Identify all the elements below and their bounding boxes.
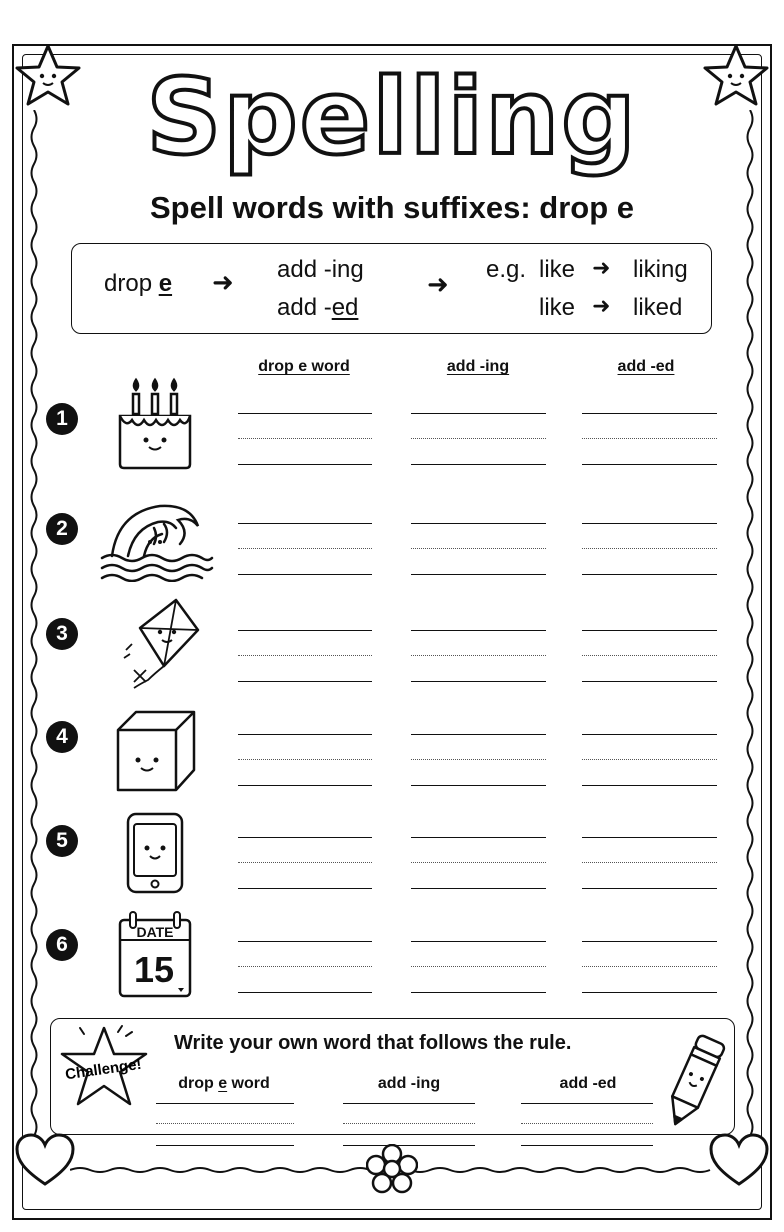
write-line-top — [582, 837, 717, 838]
write-line-dotted — [582, 438, 717, 439]
write-line-top — [238, 734, 372, 735]
write-line-top — [582, 413, 717, 414]
page-subtitle: Spell words with suffixes: drop e — [149, 190, 634, 225]
write-line-dotted — [411, 655, 546, 656]
challenge-line-bottom — [343, 1145, 475, 1146]
birthday-cake-icon — [112, 376, 198, 472]
write-line-bottom — [411, 888, 546, 889]
kite-icon — [118, 596, 204, 692]
pencil-icon — [660, 1030, 728, 1134]
write-line-bottom — [582, 785, 717, 786]
row-number: 2 — [46, 513, 78, 545]
row-number: 5 — [46, 825, 78, 857]
row-number: 3 — [46, 618, 78, 650]
write-line-top — [238, 523, 372, 524]
write-line-bottom — [238, 992, 372, 993]
write-line-bottom — [411, 464, 546, 465]
row-number: 1 — [46, 403, 78, 435]
write-line-dotted — [238, 655, 372, 656]
challenge-header-add-ed: add -ed — [559, 1075, 617, 1092]
write-line-top — [582, 734, 717, 735]
write-line-bottom — [411, 681, 546, 682]
write-line-dotted — [411, 862, 546, 863]
write-line-bottom — [238, 681, 372, 682]
rule-drop-e: drop e — [104, 270, 173, 297]
rule-eg: e.g. — [486, 256, 527, 283]
calendar-day: 15 — [133, 949, 175, 990]
challenge-header-add-ing: add -ing — [377, 1075, 441, 1092]
example-base-word: like — [539, 294, 576, 321]
write-line-top — [411, 413, 546, 414]
challenge-prompt: Write your own word that follows the rule. — [174, 1032, 572, 1054]
write-line-dotted — [411, 759, 546, 760]
arrow-icon: ➜ — [212, 268, 234, 298]
page-title: Spelling — [146, 56, 638, 178]
challenge-line-bottom — [521, 1145, 653, 1146]
write-line-bottom — [238, 785, 372, 786]
heart-icon-right — [708, 1132, 770, 1188]
write-line-top — [238, 837, 372, 838]
write-line-top — [238, 413, 372, 414]
calendar-label: DATE — [136, 924, 174, 940]
write-line-dotted — [582, 759, 717, 760]
write-line-top — [238, 630, 372, 631]
flower-icon — [366, 1144, 418, 1194]
write-line-top — [411, 837, 546, 838]
arrow-icon: ➜ — [427, 270, 449, 300]
write-line-dotted — [582, 966, 717, 967]
right-wavy-border — [740, 110, 760, 1150]
column-header-drop-e-word: drop e word — [258, 358, 350, 375]
write-line-dotted — [238, 438, 372, 439]
write-line-bottom — [411, 785, 546, 786]
write-line-dotted — [238, 548, 372, 549]
write-line-bottom — [238, 888, 372, 889]
write-line-dotted — [582, 862, 717, 863]
arrow-icon: ➜ — [592, 256, 611, 281]
write-line-top — [411, 734, 546, 735]
write-line-dotted — [238, 862, 372, 863]
challenge-header-drop-e-word: drop e word — [178, 1075, 270, 1092]
row-number: 4 — [46, 721, 78, 753]
write-line-bottom — [582, 464, 717, 465]
example-result-word: liking — [633, 256, 688, 283]
write-line-top — [582, 630, 717, 631]
column-header-add-ed: add -ed — [617, 358, 675, 375]
write-line-bottom — [411, 992, 546, 993]
example-result-word: liked — [633, 294, 683, 321]
write-line-top — [582, 941, 717, 942]
write-line-bottom — [238, 574, 372, 575]
write-line-dotted — [582, 548, 717, 549]
row-number: 6 — [46, 929, 78, 961]
cube-icon — [112, 708, 198, 794]
heart-icon-left — [14, 1132, 76, 1188]
write-line-top — [238, 941, 372, 942]
challenge-line-bottom — [156, 1145, 294, 1146]
write-line-top — [411, 941, 546, 942]
write-line-top — [411, 523, 546, 524]
write-line-bottom — [582, 992, 717, 993]
write-line-bottom — [582, 574, 717, 575]
write-line-dotted — [411, 438, 546, 439]
rule-add-ed: add -ed — [277, 294, 359, 321]
write-line-top — [582, 523, 717, 524]
challenge-star-badge — [54, 1024, 154, 1114]
write-line-bottom — [582, 888, 717, 889]
write-line-dotted — [238, 759, 372, 760]
left-wavy-border — [24, 110, 44, 1150]
arrow-icon: ➜ — [592, 294, 611, 319]
wave-icon — [98, 498, 214, 582]
write-line-top — [411, 630, 546, 631]
write-line-bottom — [238, 464, 372, 465]
calendar-date-icon — [116, 910, 194, 1000]
write-line-bottom — [411, 574, 546, 575]
write-line-dotted — [238, 966, 372, 967]
write-line-dotted — [411, 548, 546, 549]
example-base-word: like — [539, 256, 576, 283]
challenge-badge-text: Challenge! — [64, 1055, 143, 1084]
phone-icon — [124, 810, 186, 896]
column-header-add-ing: add -ing — [446, 358, 510, 375]
rule-add-ing: add -ing — [277, 256, 364, 283]
write-line-bottom — [582, 681, 717, 682]
write-line-dotted — [582, 655, 717, 656]
write-line-dotted — [411, 966, 546, 967]
